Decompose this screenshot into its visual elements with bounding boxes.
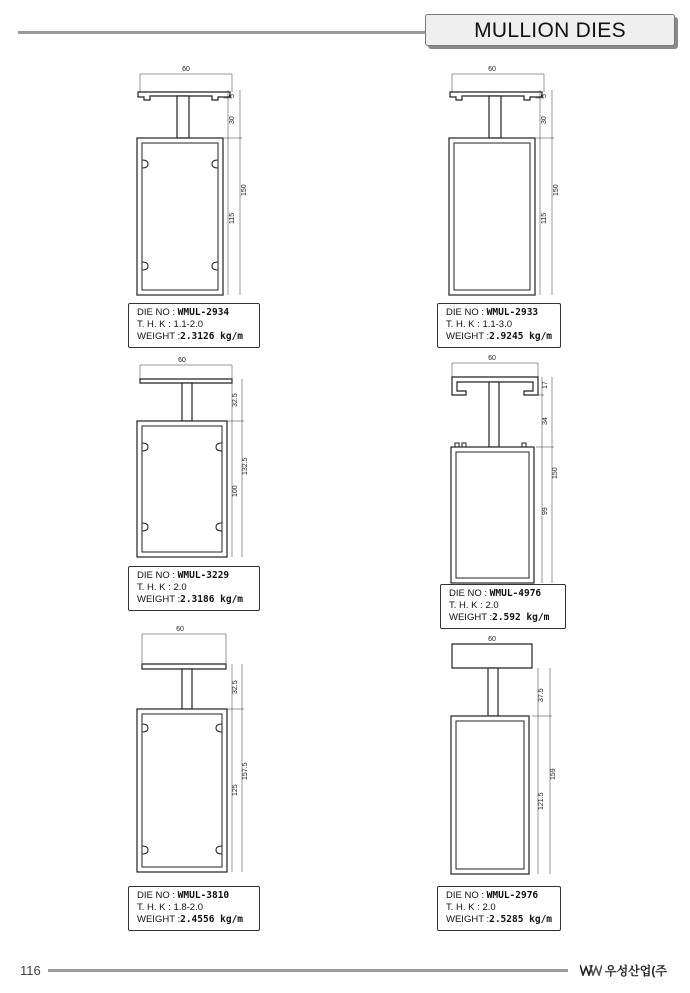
spec-die-row: DIE NO : WMUL-2934: [137, 307, 230, 318]
weight: 2.592 kg/m: [492, 612, 550, 623]
spec-box-wmul-4976: [440, 584, 566, 629]
spec-die-row: DIE NO : WMUL-4976: [449, 588, 542, 599]
dim-c: 115: [229, 212, 236, 224]
dim-b: 32.5: [232, 680, 239, 694]
company-name: 우성산업(주: [605, 963, 667, 978]
spec-thk-row: T. H. K : 1.8-2.0: [137, 902, 204, 913]
thickness: 2.0: [173, 582, 187, 593]
footer-rule: [48, 969, 568, 972]
dim-width: 60: [178, 357, 186, 364]
spec-weight-row: WEIGHT :2.3126 kg/m: [137, 331, 244, 342]
die-number: WMUL-2934: [177, 307, 230, 318]
weight: 2.3126 kg/m: [180, 331, 244, 342]
dim-a: 5: [229, 94, 236, 98]
dim-b: 30: [229, 116, 236, 124]
profile-drawing-wmul-3810: [120, 624, 260, 880]
thickness: 2.0: [485, 600, 499, 611]
spec-die-row: DIE NO : WMUL-2976: [446, 890, 539, 901]
die-number: WMUL-2976: [486, 890, 539, 901]
dim-b: 30: [541, 116, 548, 124]
spec-weight-row: WEIGHT :2.4556 kg/m: [137, 914, 244, 925]
spec-die-row: DIE NO : WMUL-3810: [137, 890, 230, 901]
weight: 2.4556 kg/m: [180, 914, 244, 925]
page-title: MULLION DIES: [474, 19, 626, 42]
dim-b: 34: [542, 417, 549, 425]
dim-total: 159: [550, 768, 557, 780]
profile-drawing-wmul-2933: [432, 62, 572, 302]
dim-c: 99: [542, 507, 549, 515]
dim-total: 150: [552, 467, 559, 479]
logo-mark-icon: [580, 964, 602, 976]
weight: 2.9245 kg/m: [489, 331, 553, 342]
profile-drawing-wmul-2976: [432, 634, 572, 880]
spec-weight-row: WEIGHT :2.5285 kg/m: [446, 914, 553, 925]
dim-a: 5: [541, 94, 548, 98]
weight: 2.3186 kg/m: [180, 594, 244, 605]
header-rule: [18, 31, 430, 34]
spec-box-wmul-3810: [128, 886, 260, 931]
thickness: 2.0: [482, 902, 496, 913]
dim-total: 150: [241, 184, 248, 196]
spec-weight-row: WEIGHT :2.592 kg/m: [449, 612, 550, 623]
dim-width: 60: [488, 355, 496, 362]
dim-c: 115: [541, 212, 548, 224]
thickness: 1.8-2.0: [173, 902, 204, 913]
weight: 2.5285 kg/m: [489, 914, 553, 925]
spec-weight-row: WEIGHT :2.9245 kg/m: [446, 331, 553, 342]
thickness: 1.1-2.0: [173, 319, 204, 330]
spec-thk-row: T. H. K : 1.1-3.0: [446, 319, 513, 330]
dim-width: 60: [488, 66, 496, 73]
die-number: WMUL-4976: [489, 588, 542, 599]
profile-drawing-wmul-2934: [120, 62, 260, 302]
dim-c: 100: [232, 485, 239, 497]
dim-total: 157.5: [242, 762, 249, 780]
spec-die-row: DIE NO : WMUL-3229: [137, 570, 230, 581]
dim-c: 125: [232, 784, 239, 796]
dim-width: 60: [182, 66, 190, 73]
dim-total: 132.5: [242, 457, 249, 475]
spec-box-wmul-2934: [128, 303, 260, 348]
dim-total: 150: [553, 184, 560, 196]
dim-c: 121.5: [538, 792, 545, 810]
spec-box-wmul-2976: [437, 886, 561, 931]
profile-drawing-wmul-3229: [120, 355, 260, 570]
thickness: 1.1-3.0: [482, 319, 513, 330]
spec-thk-row: T. H. K : 1.1-2.0: [137, 319, 204, 330]
dim-b: 37.5: [538, 688, 545, 702]
die-number: WMUL-3229: [177, 570, 230, 581]
company-logo: [580, 961, 667, 979]
die-number: WMUL-3810: [177, 890, 230, 901]
dim-width: 60: [488, 636, 496, 643]
spec-thk-row: T. H. K : 2.0: [446, 902, 496, 913]
spec-thk-row: T. H. K : 2.0: [449, 600, 499, 611]
profile-drawing-wmul-4976: [432, 353, 572, 588]
spec-thk-row: T. H. K : 2.0: [137, 582, 187, 593]
header-tab: [425, 14, 675, 46]
spec-box-wmul-2933: [437, 303, 561, 348]
spec-box-wmul-3229: [128, 566, 260, 611]
spec-die-row: DIE NO : WMUL-2933: [446, 307, 539, 318]
dim-b: 32.5: [232, 393, 239, 407]
die-number: WMUL-2933: [486, 307, 539, 318]
dim-a: 17: [542, 381, 549, 389]
dim-width: 60: [176, 626, 184, 633]
page-number: 116: [20, 963, 41, 978]
spec-weight-row: WEIGHT :2.3186 kg/m: [137, 594, 244, 605]
